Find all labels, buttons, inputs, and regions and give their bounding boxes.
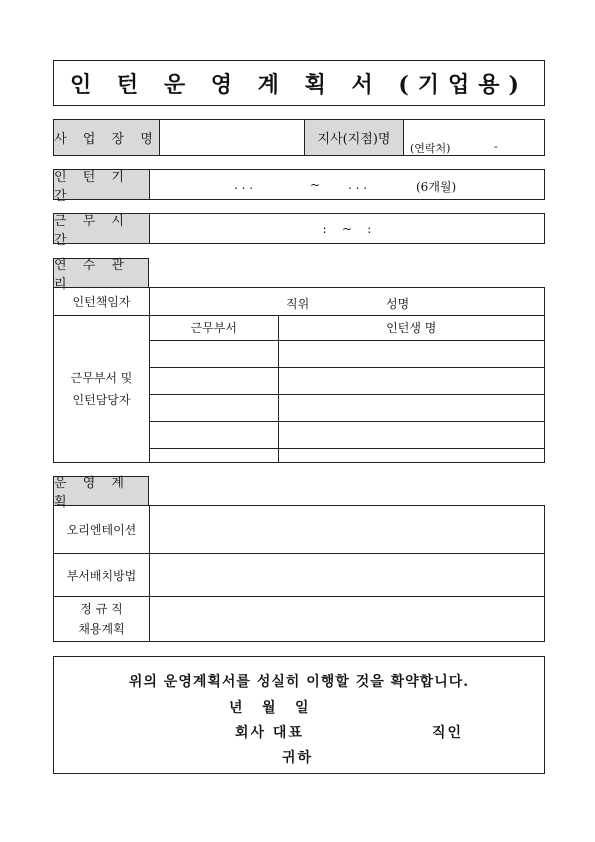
orientation-field[interactable]	[150, 506, 544, 553]
operation-plan-table	[53, 505, 545, 642]
column-header-intern-name: 인턴생 명	[278, 316, 544, 340]
intern-period-label: 인 턴 기 간	[54, 170, 150, 199]
business-name-field[interactable]	[160, 120, 304, 155]
branch-name-label: 지사(지점)명	[304, 120, 404, 155]
working-hours-label: 근 무 시 간	[54, 214, 150, 243]
document-title-text: 인 턴 운 영 계 획 서 (기업용)	[70, 71, 528, 98]
department-block	[53, 315, 545, 463]
name-label: 성명	[386, 297, 410, 311]
column-header-department: 근무부서	[150, 316, 278, 340]
department-cell[interactable]	[150, 367, 278, 394]
department-supervisor-label-line2: 인턴담당자	[72, 393, 131, 407]
period-months: (6개월)	[416, 180, 457, 194]
business-row	[53, 119, 545, 156]
contact-label: (연락처)	[410, 142, 451, 155]
branch-name-field[interactable]	[404, 120, 544, 155]
regular-hiring-field[interactable]	[150, 597, 544, 641]
intern-period-row	[53, 169, 545, 204]
intern-name-cell[interactable]	[278, 448, 544, 462]
intern-name-cell[interactable]	[278, 394, 544, 421]
recipient-label: 귀하	[282, 750, 314, 766]
company-ceo-label: 회사 대표	[235, 725, 304, 741]
orientation-row	[54, 506, 544, 554]
department-cell[interactable]	[150, 394, 278, 421]
intern-period-field[interactable]	[150, 170, 544, 199]
seal-label: 직인	[432, 725, 464, 741]
department-supervisor-label	[54, 316, 150, 462]
department-cell[interactable]	[150, 421, 278, 448]
period-start-dots: . . .	[234, 178, 254, 192]
regular-hiring-label-line2: 채용계획	[78, 622, 125, 636]
department-supervisor-label-line1: 근무부서 및	[70, 371, 133, 385]
intern-name-cell[interactable]	[278, 340, 544, 367]
regular-hiring-label	[54, 597, 150, 641]
contact-dash: -	[494, 140, 498, 153]
intern-manager-label: 인턴책임자	[54, 288, 150, 315]
placement-method-label: 부서배치방법	[54, 554, 150, 596]
position-label: 직위	[286, 297, 310, 311]
intern-manager-field[interactable]	[150, 288, 544, 315]
department-cell[interactable]	[150, 448, 278, 462]
business-name-label: 사 업 장 명	[54, 120, 160, 155]
regular-hiring-label-line1: 정 규 직	[80, 602, 123, 616]
intern-manager-row	[53, 287, 545, 316]
working-hours-row	[53, 213, 545, 248]
department-cell[interactable]	[150, 340, 278, 367]
pledge-box	[53, 656, 545, 774]
regular-hiring-row	[54, 597, 544, 641]
intern-name-cell[interactable]	[278, 367, 544, 394]
training-section-header: 연 수 관 리	[53, 258, 149, 288]
working-hours-field[interactable]	[150, 214, 544, 243]
operation-section-header: 운 영 계 획	[53, 476, 149, 506]
placement-method-field[interactable]	[150, 554, 544, 596]
pledge-date: 년 월 일	[229, 700, 309, 716]
document-title	[53, 60, 545, 106]
placement-row	[54, 554, 544, 597]
period-end-dots: . . .	[348, 178, 368, 192]
period-tilde: ~	[310, 178, 321, 192]
orientation-label: 오리엔테이션	[54, 506, 150, 553]
pledge-statement: 위의 운영계획서를 성실히 이행할 것을 확약합니다.	[128, 674, 470, 690]
intern-name-cell[interactable]	[278, 421, 544, 448]
department-table	[150, 316, 544, 462]
working-hours-value: : ~ :	[322, 221, 372, 236]
